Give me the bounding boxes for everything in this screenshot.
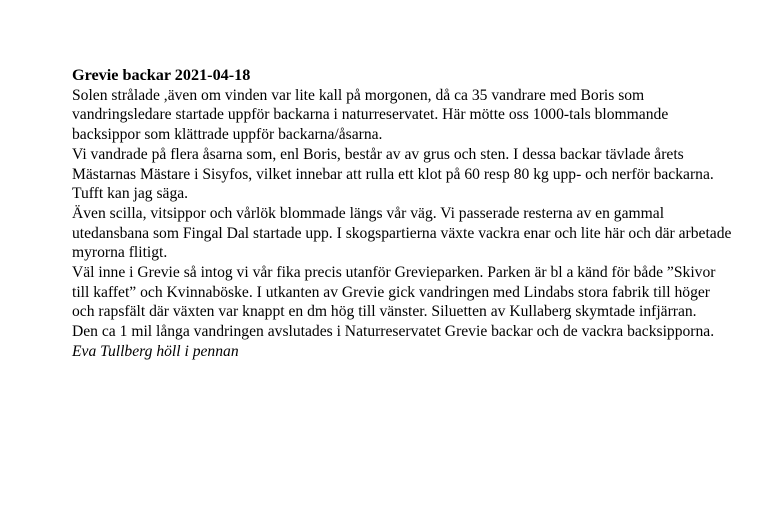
- document-body: [72, 66, 732, 362]
- document-title: Grevie backar 2021-04-18: [72, 66, 251, 84]
- paragraph-coffee-break: Väl inne i Grevie så intog vi vår fika precis utanför Grevieparken. Parken är bl a känd för både ”Skivor till kaffet” och Kvinnaböske. I utkanten av Grevie gick vandringen med Lindabs stora fabrik till höger och rapsfält där växten var knappt en dm hög till vänster. Siluetten av Kullaberg skymtade infjärran.: [72, 264, 716, 321]
- paragraph-intro: Solen strålade ,även om vinden var lite kall på morgonen, då ca 35 vandrare med Boris som vandringsledare startade uppför backarna i naturreservatet. Här mötte oss 1000-tals blommande backsippor som klättrade uppför backarna/åsarna.: [72, 86, 669, 144]
- paragraph-flowers: Även scilla, vitsippor och vårlök blommade längs vår väg. Vi passerade resterna av en gammal utedansbana som Fingal Dal startade upp. I skogspartierna växte vackra enar och lite här och där arbetade myrorna flitigt.: [72, 204, 732, 262]
- paragraph-ridges: Vi vandrade på flera åsarna som, enl Boris, består av av grus och sten. I dessa backar tävlade årets Mästarnas Mästare i Sisyfos, vilket innebar att rulla ett klot på 60 resp 80 kg upp- och nerför backarna. Tufft kan jag säga.: [72, 145, 714, 203]
- author-signature: Eva Tullberg höll i pennan: [72, 342, 239, 360]
- paragraph-ending: Den ca 1 mil långa vandringen avslutades i Naturreservatet Grevie backar och de vackra backsipporna.: [72, 323, 715, 341]
